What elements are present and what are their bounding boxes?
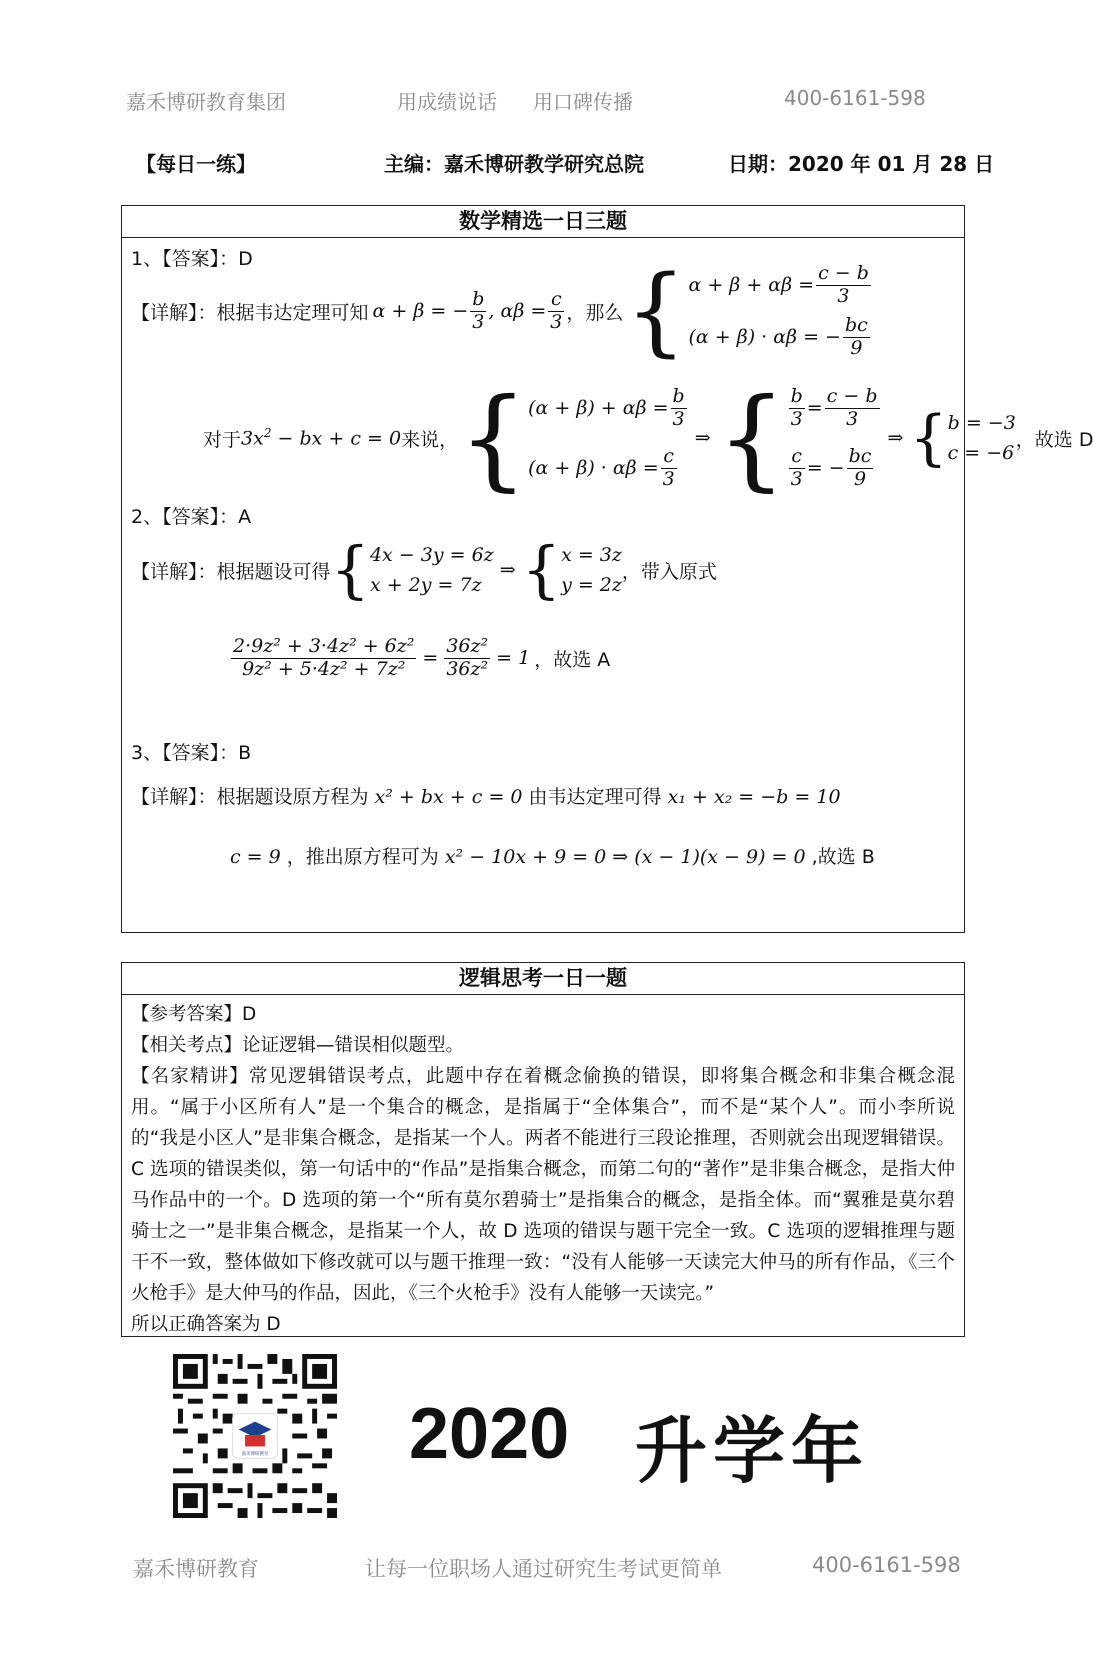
- q2-system-brace-2: {: [521, 533, 562, 606]
- q1-system-3: $\frac{b}{3}$ = $\frac{c - b}{3}$ $\frac{c}{3}$ = − $\frac{bc}{9}$: [790, 384, 878, 490]
- logic-topic: 【相关考点】论证逻辑—错误相似题型。: [131, 1035, 465, 1056]
- header-org: 嘉禾博研教育集团: [126, 90, 286, 114]
- implies-icon: ⇒: [499, 559, 516, 581]
- qr-code-icon: [173, 1354, 337, 1518]
- q1-frac-b3: $\frac{b}{3}$: [472, 287, 485, 333]
- q2-sub-in: ，带入原式: [621, 560, 717, 583]
- q1-derivation-row: [203, 374, 1093, 502]
- q1-system-brace-4: {: [909, 403, 948, 473]
- q1-frac-c3: $\frac{c}{3}$: [550, 287, 563, 333]
- banner-year: 2020: [409, 1394, 570, 1474]
- q2-simplified-fraction: $\frac{\text{36z²}}{\text{36z²}}$: [446, 634, 489, 680]
- header-slogan-2: 用口碑传播: [533, 90, 633, 114]
- math-section: [121, 205, 1093, 933]
- footer-phone: 400-6161-598: [812, 1553, 961, 1577]
- editor-line: 主编：嘉禾博研教学研究总院: [384, 152, 644, 176]
- q3-sum-roots: x₁ + x₂ = −b = 10: [667, 786, 841, 808]
- q3-c-value: c = 9: [230, 846, 281, 868]
- footer-brand: 嘉禾博研教育: [133, 1557, 259, 1581]
- q1-product-formula: , αβ =: [488, 300, 547, 322]
- q3-factored: x² − 10x + 9 = 0 ⇒ (x − 1)(x − 9) = 0: [444, 846, 806, 868]
- q1-vieta-formula: α + β = −: [372, 300, 469, 322]
- daily-practice-tag: 【每日一练】: [136, 152, 256, 176]
- q3-detail-label: 【详解】：根据题设原方程为: [131, 786, 369, 808]
- q2-conclude: ，故选 A: [534, 648, 611, 671]
- q2-detail-row: [131, 531, 717, 609]
- logic-ref-answer: 【参考答案】D: [131, 1004, 257, 1025]
- logic-final: 所以正确答案为 D: [131, 1314, 281, 1335]
- q1-answer: 1、【答案】：D: [131, 248, 253, 270]
- footer-slogan: 让每一位职场人通过研究生考试更简单: [365, 1557, 722, 1581]
- q3-answer: 3、【答案】：B: [131, 742, 252, 764]
- q3-equation: x² + bx + c = 0: [374, 786, 529, 808]
- logic-section: [121, 962, 965, 1337]
- math-section-title: 数学精选一日三题: [122, 206, 964, 238]
- q2-system-2: x = 3z y = 2z: [561, 544, 622, 596]
- q3-derive: ，推出原方程可为: [286, 846, 439, 868]
- logic-content: [131, 999, 955, 1340]
- implies-icon: ⇒: [887, 427, 904, 449]
- q1-for-text: 对于: [203, 428, 242, 451]
- q3-vieta: 由韦达定理可得: [528, 786, 662, 808]
- qr-logo-text: [242, 1450, 269, 1457]
- q2-system-1: 4x − 3y = 6z x + 2y = 7z: [369, 544, 494, 596]
- q3-detail-row: [131, 782, 841, 809]
- q1-system-brace: {: [625, 255, 687, 367]
- q2-system-brace: {: [330, 533, 370, 606]
- implies-icon: ⇒: [694, 427, 711, 449]
- q1-system-4: b = −3 c = −6: [947, 412, 1016, 464]
- q3-derive-row: [230, 842, 875, 869]
- q2-detail-label: 【详解】：根据题设可得: [131, 560, 331, 583]
- header-slogan-1: 用成绩说话: [397, 90, 497, 114]
- q1-system-brace-2: {: [458, 374, 529, 502]
- logic-section-title: 逻辑思考一日一题: [122, 963, 964, 995]
- q1-say: 来说，: [401, 428, 459, 451]
- q1-detail-row: [131, 256, 873, 366]
- q1-then: ，那么: [566, 301, 624, 324]
- q1-detail-label: 【详解】：根据韦达定理可知: [131, 301, 369, 324]
- q1-conclude: ，故选 D: [1015, 428, 1093, 451]
- logic-explain: 【名家精讲】常见逻辑错误考点，此题中存在着概念偷换的错误，即将集合概念和非集合概念混用。“属于小区所有人”是一个集合的概念，是指属于“全体集合”，而不是“某个人”。而小李所说的“我是小区人”是非集合概念，是指某一个人。两者不能进行三段论推理，否则就会出现逻辑错误。C 选项的错误类似，第一句话中的“作品”是指集合概念，而第二句的“著作”是非集合概念，是指大仲马作品中的一个。D 选项的第一个“所有莫尔碧骑士”是指集合的概念，是指全体。而“翼雅是莫尔碧骑士之一”是非集合概念，是指某一个人，故 D 选项的错误与题干完全一致。C 选项的逻辑推理与题干不一致，整体做如下修改就可以与题干推理一致：“没有人能够一天读完大仲马的所有作品，《三个火枪手》是大仲马的作品，因此，《三个火枪手》没有人能够一天读完。”: [131, 1066, 955, 1304]
- q1-system-1: α + β + αβ = $\frac{c - b}{3}$ (α + β) · αβ = − $\frac{bc}{9}$: [688, 261, 869, 359]
- q1-system-2: (α + β) + αβ = $\frac{b}{3}$ (α + β) · αβ = $\frac{c}{3}$: [528, 384, 685, 490]
- q1-equation: $3x^2$ − bx + c = 0: [241, 426, 402, 450]
- header-phone: 400-6161-598: [784, 86, 926, 110]
- q1-system-brace-3: {: [716, 374, 787, 502]
- q2-answer: 2、【答案】：A: [131, 506, 252, 528]
- banner-text: 升学年: [635, 1412, 870, 1492]
- date-line: 日期：2020 年 01 月 28 日: [728, 152, 995, 176]
- q3-conclude: ,故选 B: [811, 846, 875, 868]
- q2-big-fraction: $\frac{\text{2·9z² + 3·4z² + 6z²}}{\text{9z² + 5·4z² + 7z²}}$: [233, 634, 415, 680]
- q2-calc-row: $\frac{\text{2·9z² + 3·4z² + 6z²}}{\text{9z² + 5·4z² + 7z²}}$ = $\frac{\text{36z²}}{\text{36z²}}$ = 1 ，故选 A: [233, 634, 611, 680]
